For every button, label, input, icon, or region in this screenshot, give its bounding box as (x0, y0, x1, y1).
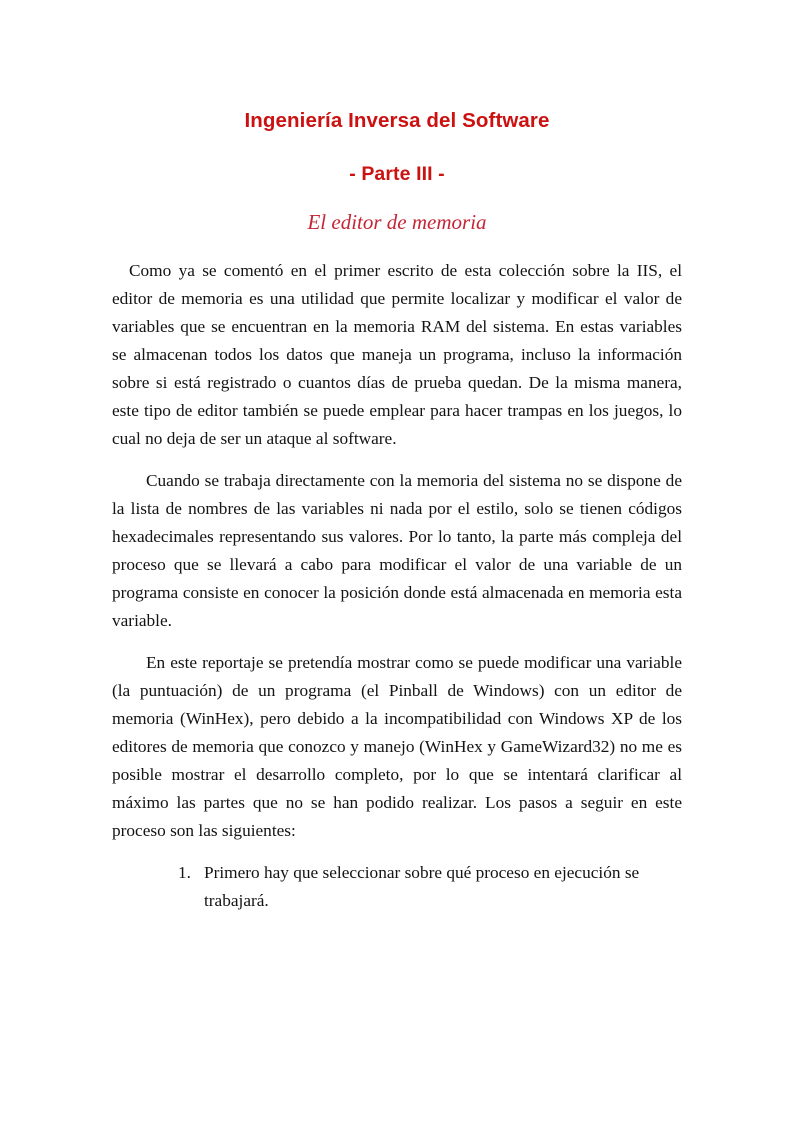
document-section-title: El editor de memoria (307, 210, 487, 234)
list-item-marker: 1. (178, 863, 191, 882)
list-item (112, 859, 682, 915)
document-body (112, 235, 682, 915)
document-title: Ingeniería Inversa del Software (244, 109, 550, 132)
document-content (112, 0, 682, 919)
body-paragraph-2: Cuando se trabaja directamente con la memoria del sistema no se dispone de la lista de nombres de las variables ni nada por el estilo, solo se tienen códigos hexadecimales representando sus valores. Por lo tanto, la parte más compleja del proceso que se llevará a cabo para modificar el valor de una variable de un programa consiste en conocer la posición donde está almacenada en memoria esta variable. (112, 471, 682, 630)
body-paragraph-3: En este reportaje se pretendía mostrar como se puede modificar una variable (la puntuación) de un programa (el Pinball de Windows) con un editor de memoria (WinHex), pero debido a la incompatibilidad con Windows XP de los editores de memoria que conozco y manejo (WinHex y GameWizard32) no me es posible mostrar el desarrollo completo, por lo que se intentará clarificar al máximo las partes que no se han podido realizar. Los pasos a seguir en este proceso son las siguientes: (112, 653, 682, 840)
list-item-label: Primero hay que seleccionar sobre qué proceso en ejecución se trabajará. (204, 863, 640, 910)
steps-list (112, 859, 682, 915)
document-part-subtitle: - Parte III - (349, 163, 445, 185)
body-paragraph-1: Como ya se comentó en el primer escrito de esta colección sobre la IIS, el editor de memoria es una utilidad que permite localizar y modificar el valor de variables que se encuentran en la memoria RAM del sistema. En estas variables se almacenan todos los datos que maneja un programa, incluso la información sobre si está registrado o cuantos días de prueba quedan. De la misma manera, este tipo de editor también se puede emplear para hacer trampas en los juegos, lo cual no deja de ser un ataque al software. (112, 261, 682, 448)
